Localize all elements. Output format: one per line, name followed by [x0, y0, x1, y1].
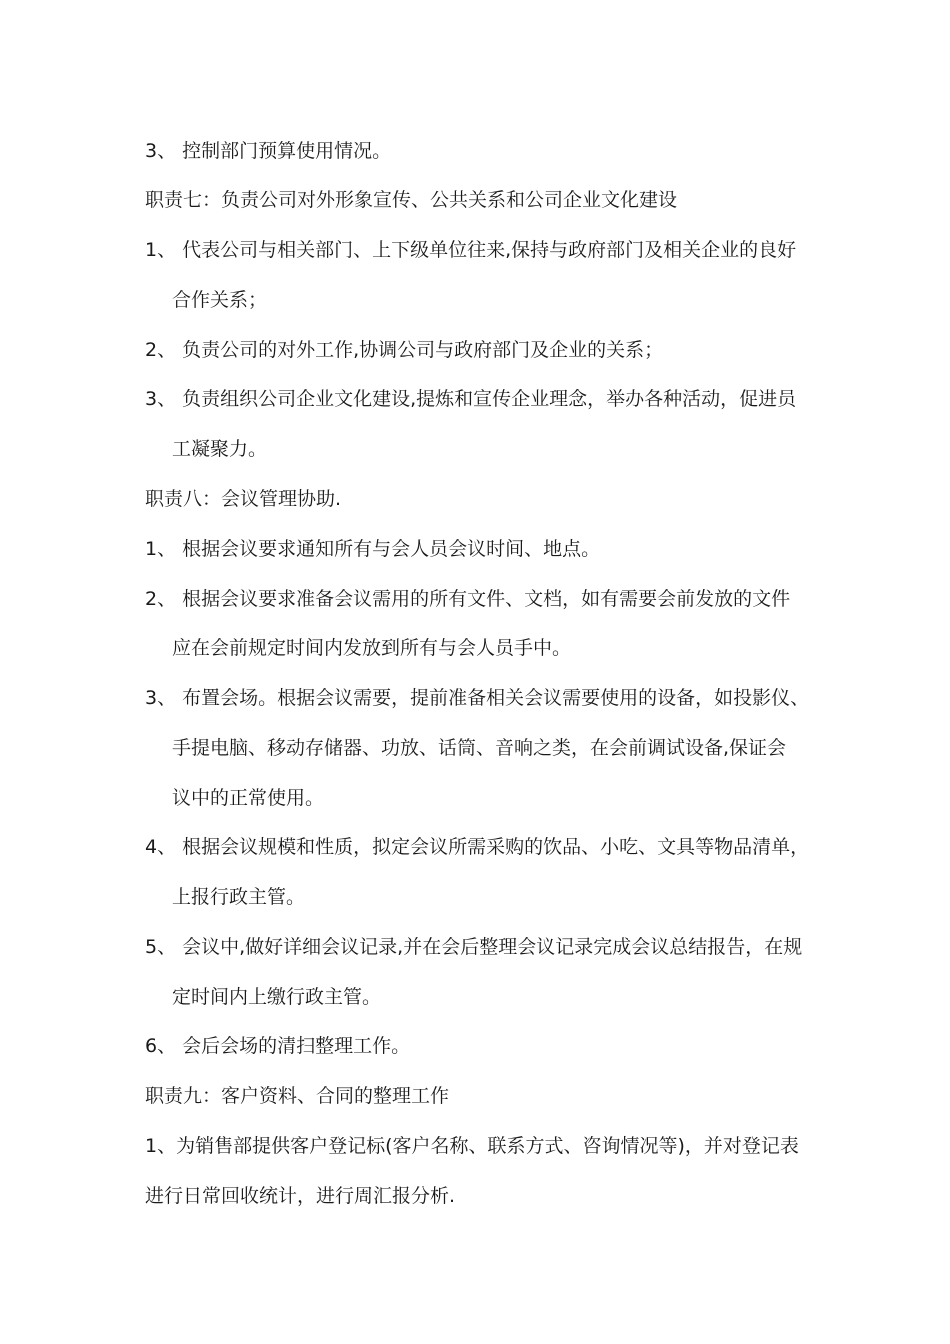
list-item: 3、 控制部门预算使用情况。: [145, 140, 392, 162]
list-item: 1、 代表公司与相关部门、上下级单位往来,保持与政府部门及相关企业的良好: [145, 239, 797, 261]
list-item-continuation: 合作关系；: [172, 289, 268, 311]
list-item: 3、 布置会场。根据会议需要，提前准备相关会议需要使用的设备，如投影仪、: [145, 687, 810, 709]
list-item: 1、 根据会议要求通知所有与会人员会议时间、地点。: [145, 538, 601, 560]
list-item-continuation: 手提电脑、移动存储器、功放、话筒、音响之类，在会前调试设备,保证会: [172, 737, 787, 759]
list-item-continuation: 应在会前规定时间内发放到所有与会人员手中。: [172, 637, 572, 659]
list-item: 2、 根据会议要求准备会议需用的所有文件、文档，如有需要会前发放的文件: [145, 588, 791, 610]
list-item: 4、 根据会议规模和性质，拟定会议所需采购的饮品、小吃、文具等物品清单，: [145, 836, 810, 858]
list-item-continuation: 定时间内上缴行政主管。: [172, 986, 382, 1008]
list-item-continuation: 工凝聚力。: [172, 438, 268, 460]
list-item: 3、 负责组织公司企业文化建设,提炼和宣传企业理念，举办各种活动，促进员: [145, 388, 797, 410]
section-heading: 职责七：负责公司对外形象宣传、公共关系和公司企业文化建设: [145, 189, 678, 211]
list-item: 6、 会后会场的清扫整理工作。: [145, 1035, 411, 1057]
section-heading: 职责八：会议管理协助.: [145, 488, 342, 510]
list-item: 2、 负责公司的对外工作,协调公司与政府部门及企业的关系；: [145, 339, 664, 361]
list-item-continuation: 上报行政主管。: [172, 886, 306, 908]
list-item: 5、 会议中,做好详细会议记录,并在会后整理会议记录完成会议总结报告，在规: [145, 936, 803, 958]
list-item: 1、为销售部提供客户登记标(客户名称、联系方式、咨询情况等)，并对登记表: [145, 1135, 799, 1157]
list-item-continuation: 议中的正常使用。: [172, 787, 325, 809]
list-item-continuation: 进行日常回收统计，进行周汇报分析.: [145, 1185, 456, 1207]
section-heading: 职责九：客户资料、合同的整理工作: [145, 1085, 450, 1107]
